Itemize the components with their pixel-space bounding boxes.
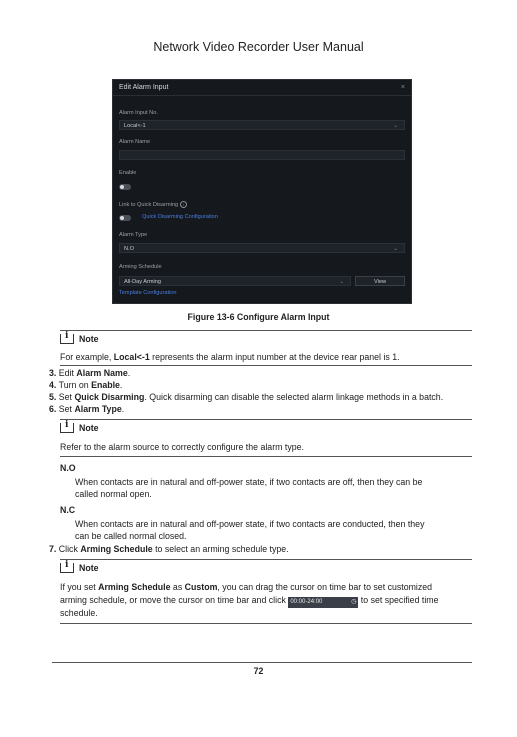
close-icon[interactable]: × <box>400 84 405 91</box>
chevron-down-icon: ⌄ <box>393 246 398 252</box>
note-icon: i <box>60 563 76 573</box>
note-rule-bottom <box>60 623 472 624</box>
term-nc-desc-2: can be called normal closed. <box>75 531 187 541</box>
chevron-down-icon: ⌄ <box>339 279 344 285</box>
template-configuration-link[interactable]: Template Configuration <box>119 290 177 296</box>
note-label: Note <box>79 563 99 573</box>
link-quick-disarming-text: Link to Quick Disarming <box>119 202 179 208</box>
arming-schedule-select[interactable] <box>119 276 351 286</box>
note-icon: i <box>60 334 76 344</box>
step-6: 6. Set Alarm Type. <box>49 404 125 414</box>
note-text-line-2: arming schedule, or move the cursor on time bar and click 00:00-24:00 ◷ to set specified time <box>60 595 439 608</box>
term-no-desc-1: When contacts are in natural and off-power state, if two contacts are off, then they can be <box>75 477 423 487</box>
note-heading <box>60 420 99 433</box>
term-nc-desc-1: When contacts are in natural and off-power state, if two contacts are conducted, then they <box>75 519 425 529</box>
note-text-line-3: schedule. <box>60 608 98 618</box>
note-label: Note <box>79 334 99 344</box>
note-rule-top <box>60 559 472 560</box>
dialog-title: Edit Alarm Input <box>119 84 169 91</box>
dialog-titlebar <box>113 80 411 96</box>
step-7: 7. Click Arming Schedule to select an arming schedule type. <box>49 544 289 554</box>
enable-toggle[interactable] <box>119 184 131 190</box>
view-button[interactable]: View <box>355 276 405 286</box>
note-text: Refer to the alarm source to correctly configure the alarm type. <box>60 442 304 452</box>
alarm-input-no-value: Local<-1 <box>124 123 146 129</box>
step-5: 5. Set Quick Disarming. Quick disarming can disable the selected alarm linkage methods in a batch. <box>49 392 444 402</box>
step-3: 3. Edit Alarm Name. <box>49 368 131 378</box>
note-rule-bottom <box>60 456 472 457</box>
alarm-type-label: Alarm Type <box>119 232 148 238</box>
figure-caption: Figure 13-6 Configure Alarm Input <box>187 312 330 322</box>
footer-rule <box>52 662 472 663</box>
note-icon: i <box>60 423 76 433</box>
note-text-line-1: If you set Arming Schedule as Custom, you can drag the cursor on time bar to set customized <box>60 582 433 592</box>
time-range-box: 00:00-24:00 ◷ <box>288 597 358 608</box>
arming-schedule-value: All-Day Arming <box>124 279 161 285</box>
chevron-down-icon: ⌄ <box>393 123 398 129</box>
alarm-input-no-label: Alarm Input No. <box>119 110 158 116</box>
quick-disarming-toggle[interactable] <box>119 215 131 221</box>
enable-label: Enable <box>119 170 137 176</box>
term-no: N.O <box>60 463 76 473</box>
note-label: Note <box>79 423 99 433</box>
arming-schedule-label: Arming Schedule <box>119 264 162 270</box>
step-4: 4. Turn on Enable. <box>49 380 123 390</box>
note-rule-bottom <box>60 365 472 366</box>
clock-icon: ◷ <box>351 599 357 605</box>
note-text: For example, Local<-1 represents the alarm input number at the device rear panel is 1. <box>60 352 400 362</box>
alarm-input-no-select[interactable] <box>119 120 405 130</box>
term-nc: N.C <box>60 505 76 515</box>
alarm-name-label: Alarm Name <box>119 139 151 145</box>
alarm-type-value: N.O <box>124 246 134 252</box>
note-rule-top <box>60 419 472 420</box>
page-number: 72 <box>253 666 264 676</box>
note-heading <box>60 560 99 573</box>
alarm-type-select[interactable] <box>119 243 405 253</box>
term-no-desc-2: called normal open. <box>75 489 152 499</box>
page-header: Network Video Recorder User Manual <box>153 40 364 54</box>
quick-disarming-config-link[interactable]: Quick Disarming Configuration <box>142 214 218 220</box>
alarm-name-field[interactable] <box>119 150 405 160</box>
info-icon: i <box>180 201 187 208</box>
note-rule-top <box>60 330 472 331</box>
edit-alarm-input-dialog <box>112 79 412 304</box>
link-quick-disarming-label <box>119 201 187 208</box>
note-heading <box>60 331 99 344</box>
